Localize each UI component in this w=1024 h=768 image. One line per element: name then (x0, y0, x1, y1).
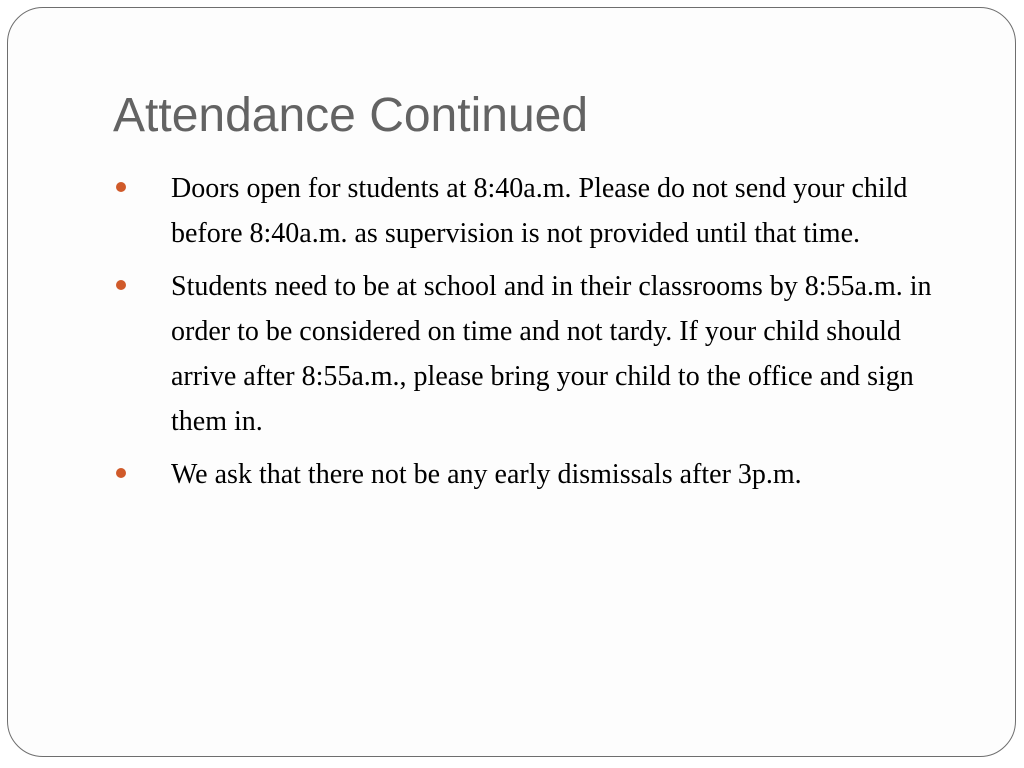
bullet-text: Doors open for students at 8:40a.m. Please do not send your child before 8:40a.m. as supervision is not provided until that time. (171, 173, 908, 249)
slide-title: Attendance Continued (113, 89, 589, 142)
bullet-item (112, 264, 952, 444)
bullet-list (112, 166, 952, 505)
bullet-item (112, 452, 952, 497)
bullet-text: Students need to be at school and in their classrooms by 8:55a.m. in order to be considered on time and not tardy. If your child should arrive after 8:55a.m., please bring your child to the office and sign them in. (171, 271, 932, 437)
bullet-dot-icon (116, 182, 126, 192)
bullet-dot-icon (116, 468, 126, 478)
bullet-item (112, 166, 952, 256)
bullet-text: We ask that there not be any early dismissals after 3p.m. (171, 459, 802, 490)
bullet-dot-icon (116, 280, 126, 290)
